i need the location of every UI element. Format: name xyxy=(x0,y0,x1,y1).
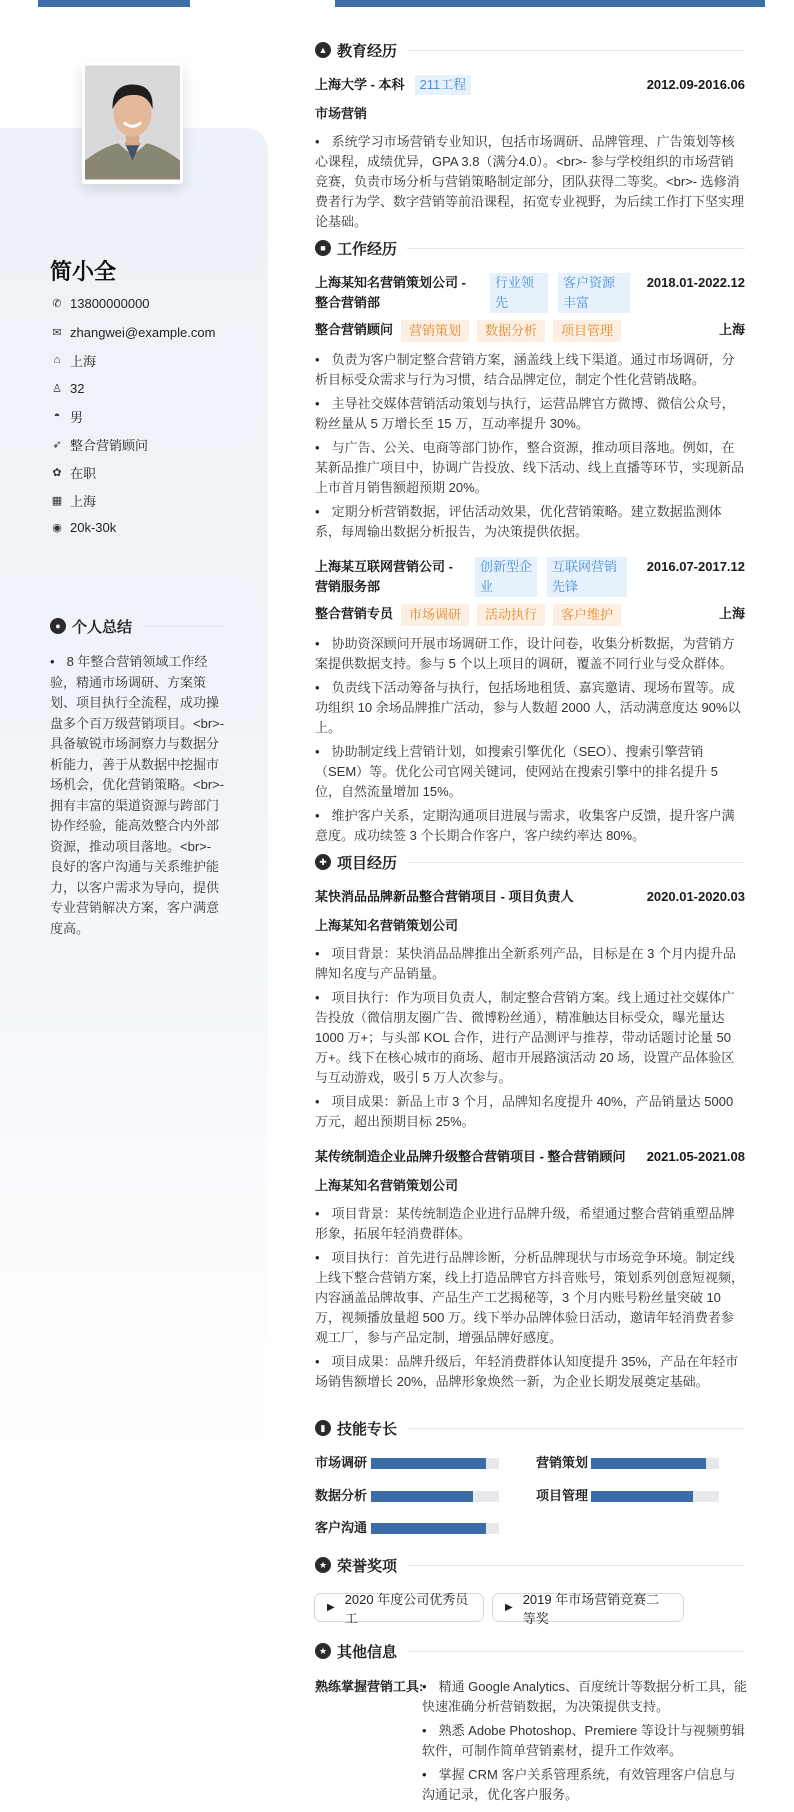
section-other xyxy=(315,1640,745,1662)
email-value: zhangwei@example.com xyxy=(70,324,216,340)
section-title: 技能专长 xyxy=(337,1420,398,1438)
skill-bar xyxy=(371,1523,499,1534)
bullet: • 负责线下活动筹备与执行，包括场地租赁、嘉宾邀请、现场布置等。成功组织 10 余场品牌推广活动，参与人数超 2000 人，活动满意度达 90%以上。 xyxy=(315,680,741,735)
school-name: 上海大学 - 本科 xyxy=(315,77,405,92)
grid-icon: ✚ xyxy=(315,854,331,870)
skill-bar-fill xyxy=(371,1458,486,1469)
section-title: 工作经历 xyxy=(337,240,398,258)
skill-name: 营销策划 xyxy=(536,1455,589,1470)
skill-bar xyxy=(371,1491,499,1502)
triangle-right-icon: ▶ xyxy=(505,1602,513,1613)
skill-bar xyxy=(591,1458,719,1469)
bullet: • 项目执行：首先进行品牌诊断，分析品牌现状与市场竞争环境。制定线上线下整合营销方案，线上打造品牌官方抖音账号，策划系列创意短视频，内容涵盖品牌故事、产品生产工艺揭秘等，3 个月内账号粉丝量突破 10 万，视频播放量超 500 万。线下举办品牌体验日活动，邀请年轻消费者参观工厂，参与产品定制，增强品牌好感度。 xyxy=(315,1250,745,1345)
skill-bar-fill xyxy=(591,1491,693,1502)
role: 整合营销顾问 xyxy=(315,322,394,337)
briefcase-icon: ■ xyxy=(315,240,331,256)
skill-tag: 市场调研 xyxy=(401,604,469,626)
bullet: • 精通 Google Analytics、百度统计等数据分析工具，能快速准确分析营销数据，为决策提供支持。 xyxy=(422,1679,748,1714)
period: 2012.09-2016.06 xyxy=(646,77,745,92)
contact-gender xyxy=(50,406,83,426)
major: 市场营销 xyxy=(315,106,368,121)
bullet: • 负责为客户制定整合营销方案，涵盖线上线下渠道。通过市场调研，分析目标受众需求与行为习惯，结合品牌定位，制定个性化营销战略。 xyxy=(315,352,735,387)
bullet: • 项目成果：新品上市 3 个月，品牌知名度提升 40%，产品销量达 5000 万元，超出预期目标 25%。 xyxy=(315,1094,734,1129)
award-label: 2020 年度公司优秀员工 xyxy=(344,1591,469,1626)
candidate-name: 简小全 xyxy=(50,259,117,284)
skill-bar-fill xyxy=(591,1458,706,1469)
bullet: • 协助资深顾问开展市场调研工作，设计问卷，收集分析数据，为营销方案提供数据支持。参与 5 个以上项目的调研，覆盖不同行业与受众群体。 xyxy=(315,636,735,671)
divider xyxy=(407,50,745,51)
contact-salary xyxy=(50,517,116,537)
section-education xyxy=(315,39,745,61)
company-tag: 互联网营销先锋 xyxy=(547,557,627,597)
award-label: 2019 年市场营销竞赛二等奖 xyxy=(522,1591,660,1626)
triangle-right-icon: ▶ xyxy=(327,1602,335,1613)
contact-status xyxy=(50,462,96,482)
skill-name: 客户沟通 xyxy=(315,1520,368,1535)
gender-icon: ◓ xyxy=(53,410,61,422)
bullet: • 主导社交媒体营销活动策划与执行，运营品牌官方微博、微信公众号，粉丝量从 5 万增长至 15 万，互动率提升 30%。 xyxy=(315,396,735,431)
age-value: 32 xyxy=(70,380,85,396)
project-entry xyxy=(315,887,745,1136)
status-value: 在职 xyxy=(70,465,97,481)
bullet: • 项目背景：某传统制造企业进行品牌升级，希望通过整合营销重塑品牌形象，拓展年轻消费群体。 xyxy=(315,1206,735,1241)
phone-value: 13800000000 xyxy=(70,295,150,311)
contact-phone xyxy=(50,293,150,313)
award-item[interactable] xyxy=(314,1591,484,1626)
summary-text: • 8 年整合营销领域工作经验，精通市场调研、方案策划、项目执行全流程，成功操盘多个百万级营销项目。<br>- 具备敏锐市场洞察力与数据分析能力，善于从数据中挖掘市场机会，优化营销策略。<br>- 拥有丰富的渠道资源与跨部门协作经验，能高效整合内外部资源，推动项目落地。<br>- 良好的客户沟通与关系维护能力，以客户需求为导向，提供专业营销解决方案，客户满意度高。 xyxy=(50,654,225,936)
section-title: 个人总结 xyxy=(72,618,133,636)
award-item[interactable] xyxy=(492,1591,684,1626)
bullet: • 项目背景：某快消品品牌推出全新系列产品，目标是在 3 个月内提升品牌知名度与产品销量。 xyxy=(315,946,737,981)
skill-name: 市场调研 xyxy=(315,1455,368,1470)
info-icon: ★ xyxy=(315,1643,331,1659)
company-tag: 创新型企业 xyxy=(475,557,537,597)
divider xyxy=(407,862,745,863)
role: 整合营销专员 xyxy=(315,606,394,621)
top-accent-bar-right xyxy=(335,0,765,7)
status-icon: ✿ xyxy=(52,466,62,479)
project-company: 上海某知名营销策划公司 xyxy=(315,1178,459,1193)
bullet: • 系统学习市场营销专业知识，包括市场调研、品牌管理、广告策划等核心课程，成绩优异，GPA 3.8（满分4.0）。<br>- 参与学校组织的市场营销竞赛，负责市场分析与营销策略制定部分，团队获得二等奖。<br>- 选修消费者行为学、数字营销等前沿课程，拓宽专业视野，为后续工作打下坚实理论基础。 xyxy=(315,134,745,229)
city-icon: ▦ xyxy=(51,494,63,507)
divider xyxy=(142,626,226,627)
project-name: 某传统制造企业品牌升级整合营销项目 - 整合营销顾问 xyxy=(315,1149,626,1164)
bar-chart-icon: ▮ xyxy=(315,1420,331,1436)
project-company: 上海某知名营销策划公司 xyxy=(315,918,459,933)
project-name: 某快消品品牌新品整合营销项目 - 项目负责人 xyxy=(315,889,574,904)
job-value: 整合营销顾问 xyxy=(70,437,149,453)
skill-tag: 活动执行 xyxy=(477,604,545,626)
section-title: 教育经历 xyxy=(337,42,398,60)
divider xyxy=(407,248,745,249)
summary-bullet: 8 年整合营销领域工作经验，精通市场调研、方案策划、项目执行全流程，成功操盘多个百万级营销项目。<br>- 具备敏锐市场洞察力与数据分析能力，善于从数据中挖掘市场机会，优化营销策略。<br>- 拥有丰富的渠道资源与跨部门协作经验，能高效整合内外部资源，推动项目落地。<br>- 良好的客户沟通与关系维护能力，以客户需求为导向，提供专业营销解决方案，客户满意度高。 xyxy=(50,654,225,936)
avatar-image xyxy=(85,64,180,181)
period: 2021.05-2021.08 xyxy=(646,1149,745,1164)
award-icon: ★ xyxy=(315,1557,331,1573)
contact-city xyxy=(50,490,96,510)
skill-bar xyxy=(371,1458,499,1469)
city-value: 上海 xyxy=(70,493,97,509)
phone-icon: ✆ xyxy=(52,297,62,310)
contact-home xyxy=(50,350,96,370)
job-icon: ➶ xyxy=(52,438,62,451)
bullet: • 掌握 CRM 客户关系管理系统，有效管理客户信息与沟通记录，优化客户服务。 xyxy=(422,1767,736,1802)
skill-bar-fill xyxy=(371,1491,473,1502)
user-icon: ● xyxy=(50,618,66,634)
section-projects xyxy=(315,851,745,873)
period: 2020.01-2020.03 xyxy=(646,889,745,904)
bullet: • 维护客户关系，定期沟通项目进展与需求，收集客户反馈，提升客户满意度。成功续签 3 个长期合作客户，客户续约率达 80%。 xyxy=(315,808,735,843)
skill-name: 项目管理 xyxy=(536,1488,589,1503)
period: 2016.07-2017.12 xyxy=(646,559,745,574)
graduation-cap-icon: ▲ xyxy=(315,42,331,58)
company-name: 上海某知名营销策划公司 - 整合营销部 xyxy=(315,275,466,310)
contact-job xyxy=(50,434,148,454)
skill-tag: 客户维护 xyxy=(553,604,621,626)
location: 上海 xyxy=(718,606,745,621)
section-awards xyxy=(315,1554,745,1576)
bullet: • 协助制定线上营销计划，如搜索引擎优化（SEO）、搜索引擎营销（SEM）等。优化公司官网关键词，使网站在搜索引擎中的排名提升 5 位，自然流量增加 15%。 xyxy=(315,744,719,799)
skill-bar-fill xyxy=(371,1523,486,1534)
skill-name: 数据分析 xyxy=(315,1488,368,1503)
bullet: • 定期分析营销数据，评估活动效果，优化营销策略。建立数据监测体系，每周输出数据分析报告，为决策提供依据。 xyxy=(315,504,722,539)
skill-tag: 项目管理 xyxy=(553,320,621,342)
skill-tag: 营销策划 xyxy=(401,320,469,342)
contact-email xyxy=(50,322,215,342)
other-label: 熟练掌握营销工具: xyxy=(315,1679,424,1694)
school-tag: 211工程 xyxy=(415,75,472,95)
contact-age xyxy=(50,378,84,398)
skill-bar xyxy=(591,1491,719,1502)
section-title: 荣誉奖项 xyxy=(337,1557,398,1575)
divider xyxy=(407,1428,745,1429)
company-tag: 客户资源丰富 xyxy=(558,273,630,313)
home-value: 上海 xyxy=(70,353,97,369)
top-accent-bar-left xyxy=(38,0,190,7)
bullet: • 项目成果：品牌升级后，年轻消费群体认知度提升 35%，产品在年轻市场销售额增长 20%，品牌形象焕然一新，为企业长期发展奠定基础。 xyxy=(315,1354,739,1389)
gender-value: 男 xyxy=(70,409,84,425)
company-name: 上海某互联网营销公司 - 营销服务部 xyxy=(315,559,453,594)
project-entry xyxy=(315,1147,745,1396)
section-work xyxy=(315,237,745,259)
section-summary xyxy=(50,615,226,637)
company-tag: 行业领先 xyxy=(490,273,548,313)
bullet: • 与广告、公关、电商等部门协作，整合资源，推动项目落地。例如，在某新品推广项目中，协调广告投放、线下活动、线上直播等环节，实现新品上市首月销售额超预期 20%。 xyxy=(315,440,745,495)
age-icon: ♙ xyxy=(52,382,62,395)
section-title: 其他信息 xyxy=(337,1643,398,1661)
bullet: • 熟悉 Adobe Photoshop、Premiere 等设计与视频剪辑软件，可制作简单营销素材，提升工作效率。 xyxy=(422,1723,745,1758)
divider xyxy=(407,1651,745,1652)
divider xyxy=(407,1565,745,1566)
salary-icon: ◉ xyxy=(52,521,62,534)
education-entry xyxy=(315,75,745,236)
salary-value: 20k-30k xyxy=(70,519,117,535)
work-entry xyxy=(315,557,745,850)
bullet: • 项目执行：作为项目负责人，制定整合营销方案。线上通过社交媒体广告投放（微信朋友圈广告、微博粉丝通），精准触达目标受众，曝光量达 1000 万+；与头部 KOL 合作，进行产品测评与推荐，带动话题讨论量 50 万+。线下在核心城市的商场、超市开展路演活动 20 场，设置产品体验区与互动游戏，吸引 5 万人次参与。 xyxy=(315,990,735,1085)
section-skills xyxy=(315,1417,745,1439)
avatar-photo xyxy=(82,61,183,184)
mail-icon: ✉ xyxy=(52,326,62,339)
location: 上海 xyxy=(718,322,745,337)
skill-tag: 数据分析 xyxy=(477,320,545,342)
section-title: 项目经历 xyxy=(337,854,398,872)
sidebar xyxy=(0,128,268,1812)
home-icon: ⌂ xyxy=(53,354,61,366)
work-entry xyxy=(315,273,745,546)
other-list xyxy=(422,1677,747,1809)
period: 2018.01-2022.12 xyxy=(646,275,745,290)
